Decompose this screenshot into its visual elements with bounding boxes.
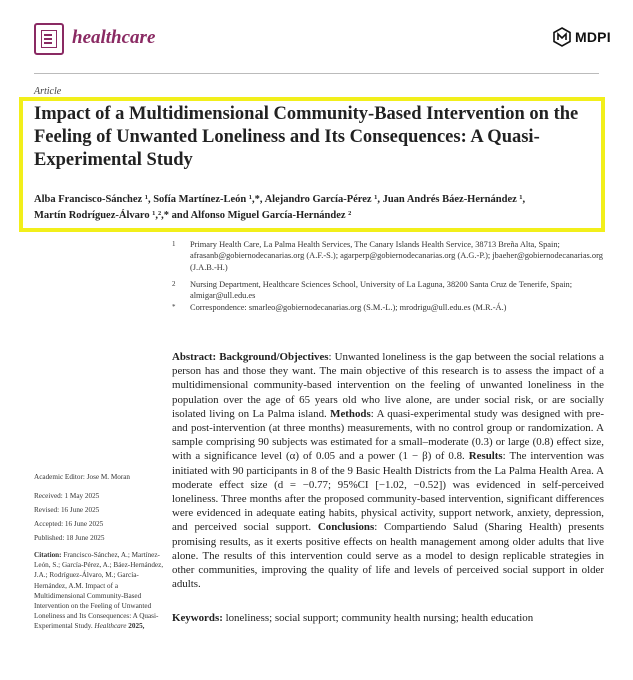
background-text: : Unwanted loneliness is the gap between the social relations a person has and those they want. The main objective of this research is to assess the impact of a multidimensional community-based intervention on the feeling of unwanted loneliness in the population over the age of 65 years old who live alone, are under social risk, or are socially isolated living on La Palma island. bbox=[172, 351, 605, 420]
conclusions-text: : Compartiendo Salud (Sharing Health) presents promising results, as it exerts positive effects on health management among older adults that live alone. The results of this intervention could serve as a model to design replicable strategies in other communities, improving the quality of life and levels of perceived social support in older adults. bbox=[172, 521, 604, 591]
keywords bbox=[172, 611, 604, 625]
citation-text: Francisco-Sánchez, A.; Martínez-León, S.; García-Pérez, A.; Báez-Hernández, J.A.; Rodríguez-Álvaro, M.; García-Hernández, A.M. Impact of a Multidimensional Community-Based Intervention on the Feeling of Unwanted Loneliness and Its Consequences: A Quasi-Experimental Study. bbox=[34, 551, 164, 631]
correspondence bbox=[172, 302, 612, 313]
affiliation-text: Primary Health Care, La Palma Health Services, The Canary Islands Health Service, 38713 Breña Alta, Spain; afrasanb@gobiernodecanarias.org (A.F.-S.); agarperp@gobiernodecanarias.org (A.G.-P.); jbaeher@gobiernodecanarias.org (J.A.B.-H.) bbox=[190, 240, 603, 272]
academic-editor: Academic Editor: Jose M. Moran bbox=[34, 473, 131, 481]
results-text: : The intervention was initiated with 90 participants in 8 of the 9 Basic Health Districts from the La Palma Health Area. A moderate effect size (d = −0.77; 95%CI [−1.02, −0.52]) was evidenced in self-perceived loneliness. Three months after the proposed community-based intervention, significant differences were evidenced in adequate eating habits, physical activity, support network, anxiety, depression, and perceived social support. bbox=[172, 450, 605, 534]
methods-heading: Methods bbox=[330, 407, 371, 420]
received-date: Received: 1 May 2025 bbox=[34, 492, 100, 500]
author-list bbox=[34, 192, 599, 224]
author-line-1: Alba Francisco-Sánchez ¹, Sofía Martínez-León ¹,*, Alejandro García-Pérez ¹, Juan Andrés Báez-Hernández ¹, bbox=[34, 194, 526, 205]
abstract-label: Abstract: bbox=[172, 351, 217, 363]
methods-text: : A quasi-experimental study was designed with pre- and post-intervention (at three months) measurements, with no control group or randomization. A sample comprising 90 subjects was estimated for a small–moderate (0.3) or large (0.8) effect size, with a significance level (α) of 0.05 and a power (1 − β) of 0.8. bbox=[172, 407, 604, 463]
abstract bbox=[172, 350, 604, 591]
mdpi-logo-icon bbox=[552, 27, 572, 47]
header-divider bbox=[34, 73, 599, 74]
results-heading: Results bbox=[468, 450, 503, 463]
publisher-logo bbox=[552, 27, 611, 47]
published-date: Published: 18 June 2025 bbox=[34, 534, 105, 542]
affiliation-mark: 2 bbox=[172, 280, 176, 288]
revised-date: Revised: 16 June 2025 bbox=[34, 506, 100, 514]
citation bbox=[34, 550, 164, 632]
accepted-date: Accepted: 16 June 2025 bbox=[34, 520, 104, 528]
article-title: Impact of a Multidimensional Community-Based Intervention on the Feeling of Unwanted Loneliness and Its Consequences: A Quasi-Experimental Study bbox=[34, 104, 579, 170]
affiliation-mark: 1 bbox=[172, 240, 176, 248]
affiliation-2 bbox=[172, 279, 612, 302]
citation-journal: Healthcare bbox=[94, 622, 127, 631]
affiliation-1 bbox=[172, 239, 612, 273]
author-line-2: Martín Rodríguez-Álvaro ¹,²,* and Alfonso Miguel García-Hernández ² bbox=[34, 210, 352, 221]
correspondence-text: Correspondence: smarleo@gobiernodecanarias.org (S.M.-L.); mrodrigu@ull.edu.es (M.R.-Á.) bbox=[190, 303, 507, 312]
healthcare-logo-icon bbox=[34, 23, 64, 55]
article-type: Article bbox=[34, 86, 62, 97]
background-heading: Background/Objectives bbox=[219, 351, 329, 363]
citation-label: Citation: bbox=[34, 551, 62, 559]
conclusions-heading: Conclusions bbox=[317, 521, 375, 534]
journal-name: healthcare bbox=[72, 27, 156, 48]
affiliation-text: Nursing Department, Healthcare Sciences School, University of La Laguna, 38200 Santa Cruz de Tenerife, Spain; almigar@ull.edu.es bbox=[190, 280, 573, 301]
affiliation-mark: * bbox=[172, 303, 176, 311]
publisher-name: MDPI bbox=[575, 29, 611, 45]
citation-year: 2025, bbox=[126, 622, 145, 631]
keywords-label: Keywords: bbox=[172, 612, 223, 624]
keywords-text: loneliness; social support; community health nursing; health education bbox=[225, 612, 534, 624]
